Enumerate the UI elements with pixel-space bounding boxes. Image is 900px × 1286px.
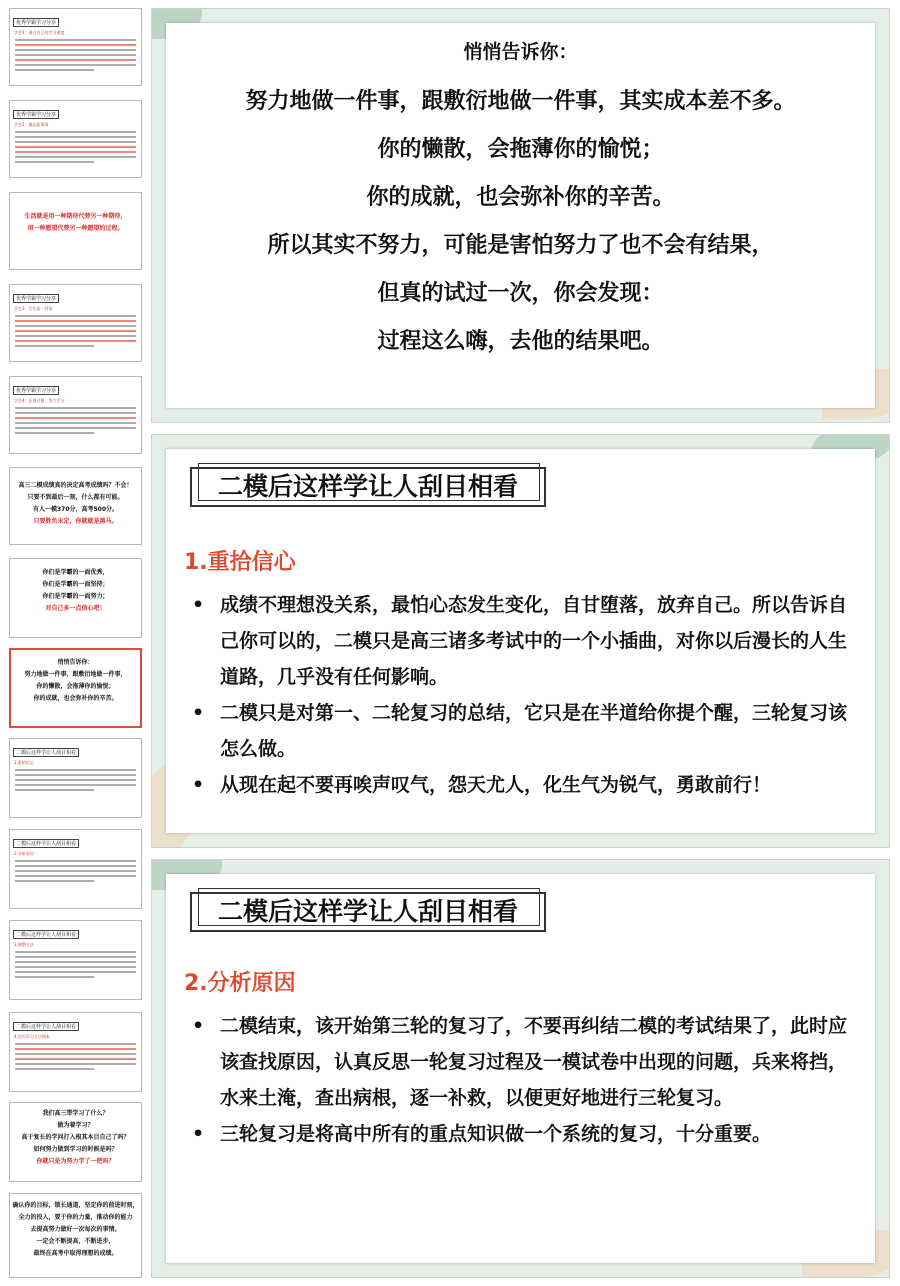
- thumbnail-subtitle: 学会1：通过自己的学习速度: [14, 30, 65, 35]
- thumbnail-text: 高于复长的学问打入根其本目自己了吗？: [21, 1134, 130, 1141]
- thumbnail-text: 对自己多一点信心吧！: [45, 605, 106, 612]
- thumbnail-slide-11[interactable]: [9, 920, 142, 1000]
- thumbnail-slide-5[interactable]: [9, 376, 142, 454]
- bullet-item: • 二模只是对第一、二轮复习的总结，它只是在半道给你提个醒，三轮复习该怎么做。: [180, 695, 851, 767]
- thumbnail-slide-10[interactable]: [9, 829, 142, 909]
- thumbnail-title: 优秀学霸学习分享: [13, 294, 59, 303]
- thumbnail-title: 优秀学霸学习分享: [13, 110, 59, 119]
- thumbnail-slide-7[interactable]: [9, 558, 142, 638]
- bullet-list: [180, 1008, 851, 1152]
- thumbnail-text: 一定会不断提高，不断进步，: [36, 1238, 115, 1245]
- bullet-item: • 成绩不理想没关系，最怕心态发生变化，自甘堕落，放弃自己。所以告诉自己你可以的，二模只是高三诸多考试中的一个小插曲，对你以后漫长的人生道路，几乎没有任何影响。: [180, 587, 851, 695]
- slide-thumbnail-panel: [0, 0, 150, 1286]
- slide-heading: 二模后这样学让人刮目相看: [190, 467, 546, 507]
- thumbnail-slide-3[interactable]: [9, 192, 142, 270]
- bullet-item: • 二模结束，该开始第三轮的复习了，不要再纠结二模的考试结果了，此时应该查找原因，认真反思一轮复习过程及一模试卷中出现的问题，兵来将挡，水来土淹，查出病根，逐一补救，以便更好地进行三轮复习。: [180, 1008, 851, 1116]
- thumbnail-subtitle: 4.回归学习方法课本: [14, 1034, 50, 1039]
- section-title: 2.分析原因: [184, 971, 296, 996]
- thumbnail-subtitle: 学会2：做品质事情: [14, 122, 49, 127]
- thumbnail-text: 如何努力做到学习的时候是吗？: [33, 1146, 118, 1153]
- section-title: 1.重拾信心: [184, 550, 296, 575]
- thumbnail-subtitle: 学会3：它们是一回事: [14, 306, 53, 311]
- slide-heading: 二模后这样学让人刮目相看: [190, 892, 546, 932]
- bullet-item: • 三轮复习是将高中所有的重点知识做一个系统的复习，十分重要。: [180, 1116, 851, 1152]
- quote-line: 你的懒散，会拖薄你的愉悦；: [377, 137, 664, 162]
- slide-analyze-causes[interactable]: [151, 859, 890, 1278]
- thumbnail-text: 去提高努力做好一次每次的事情。: [30, 1226, 121, 1233]
- thumbnail-subtitle: 1.重拾信心: [14, 760, 34, 765]
- quote-line: 所以其实不努力，可能是害怕努力了也不会有结果，: [267, 233, 774, 258]
- bullet-item: • 从现在起不要再唉声叹气，怨天尤人，化生气为锐气，勇敢前行！: [180, 767, 851, 803]
- thumbnail-text: 你的懒散，会拖薄你的愉悦；: [36, 683, 115, 690]
- thumbnail-title: 二模后这样学让人刮目相看: [13, 748, 79, 757]
- thumbnail-slide-14[interactable]: [9, 1193, 142, 1278]
- thumbnail-slide-8[interactable]: [9, 648, 142, 728]
- thumbnail-text: 我们高三带学习了什么？: [42, 1110, 109, 1117]
- quote-line: 但真的试过一次，你会发现：: [377, 281, 664, 306]
- thumbnail-title: 二模后这样学让人刮目相看: [13, 839, 79, 848]
- thumbnail-text: 用一种愿望代替另一种愿望的过程。: [27, 225, 124, 232]
- thumbnail-text: 只要不到最后一刻，什么都有可能。: [27, 494, 124, 501]
- thumbnail-text: 你就只是为努力学了一把吗？: [36, 1158, 115, 1165]
- slide-content: [166, 874, 875, 1263]
- slide-content: [166, 23, 875, 408]
- thumbnail-text: 你们是学霸的一面努力；: [42, 593, 109, 600]
- thumbnail-text: 全力的投入，要于你的力量，推动你的能力: [18, 1214, 133, 1221]
- thumbnail-text: 你们是学霸的一面坚持；: [42, 581, 109, 588]
- thumbnail-text: 确认你的目标，锁长通道，坚定你的前进时刻，: [12, 1202, 139, 1209]
- thumbnail-text: 你们是学霸的一面优秀，: [42, 569, 109, 576]
- quote-line: 努力地做一件事，跟敷衍地做一件事，其实成本差不多。: [245, 89, 796, 114]
- thumbnail-text: 生活就是用一种期待代替另一种期待，: [24, 213, 127, 220]
- thumbnail-subtitle: 2.分析原因: [14, 851, 34, 856]
- slide-quote[interactable]: [151, 8, 890, 423]
- thumbnail-subtitle: 3.调整方法: [14, 942, 34, 947]
- thumbnail-text: 你的成就，也会弥补你的辛苦。: [33, 695, 118, 702]
- slide-rebuild-confidence[interactable]: [151, 434, 890, 848]
- thumbnail-title: 优秀学霸学习分享: [13, 386, 59, 395]
- bullet-list: [180, 587, 851, 803]
- thumbnail-text: 高三二模成绩真的决定高考成绩吗？不会！: [18, 482, 133, 489]
- thumbnail-text: 做为着学习？: [57, 1122, 94, 1129]
- thumbnail-slide-6[interactable]: [9, 467, 142, 545]
- thumbnail-text: 有人一模370分，高考500分。: [32, 506, 119, 513]
- quote-line: 过程这么嗨，去他的结果吧。: [377, 329, 664, 354]
- thumbnail-title: 二模后这样学让人刮目相看: [13, 1022, 79, 1031]
- thumbnail-text: 悄悄告诉你：: [57, 659, 94, 666]
- thumbnail-text: 只要胜负未定，你就就是黑马。: [33, 518, 118, 525]
- slide-content: [166, 449, 875, 833]
- thumbnail-slide-9[interactable]: [9, 738, 142, 818]
- thumbnail-slide-4[interactable]: [9, 284, 142, 362]
- quote-line: 你的成就，也会弥补你的辛苦。: [366, 185, 675, 210]
- thumbnail-slide-12[interactable]: [9, 1012, 142, 1092]
- quote-heading: 悄悄告诉你：: [463, 41, 578, 63]
- thumbnail-text: 努力地做一件事，跟敷衍地做一件事，: [24, 671, 127, 678]
- thumbnail-slide-13[interactable]: [9, 1102, 142, 1182]
- thumbnail-subtitle: 学会4：正视过错，努力学习: [14, 398, 65, 403]
- thumbnail-title: 二模后这样学让人刮目相看: [13, 930, 79, 939]
- thumbnail-slide-1[interactable]: [9, 8, 142, 86]
- thumbnail-text: 最终在高考中取得理想的成绩。: [33, 1250, 118, 1257]
- thumbnail-slide-2[interactable]: [9, 100, 142, 178]
- thumbnail-title: 优秀学霸学习分享: [13, 18, 59, 27]
